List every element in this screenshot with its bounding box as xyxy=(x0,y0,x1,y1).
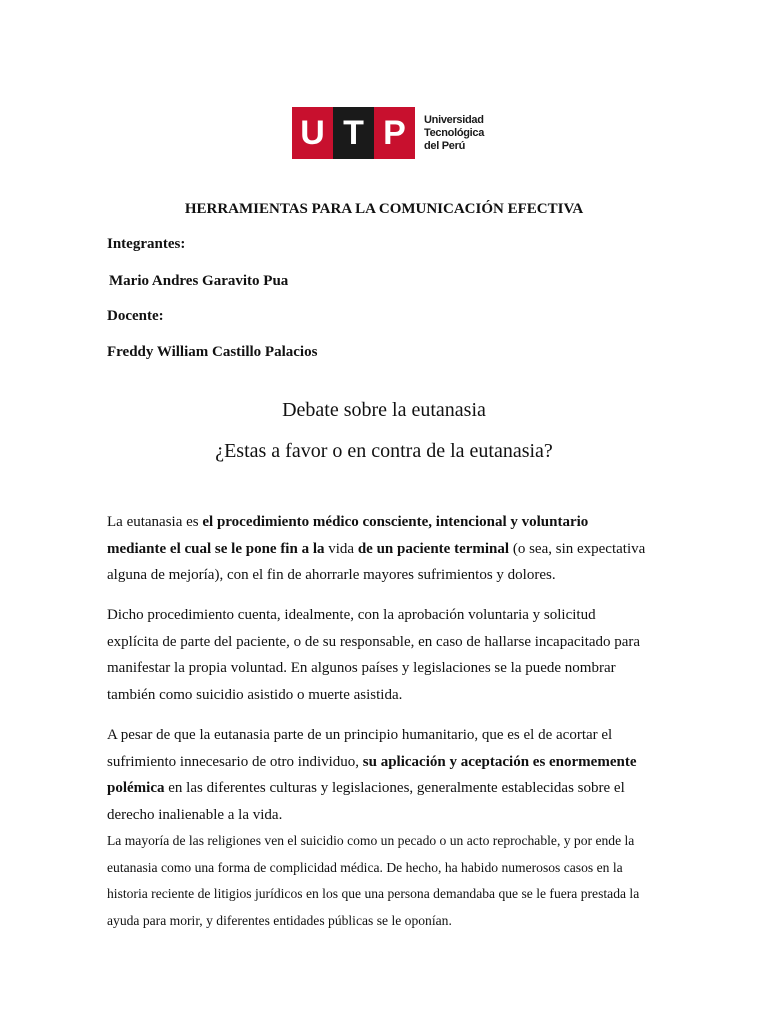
p3-bold-1: su aplicación y aceptación es enormemente polémica xyxy=(107,753,637,796)
teacher-name: Freddy William Castillo Palacios xyxy=(107,344,318,360)
logo-line-3: del Perú xyxy=(424,139,466,152)
p1-text-3: (o sea, sin expectativa alguna de mejoría), con el fin de ahorrarle mayores sufrimientos y dolores. xyxy=(107,540,646,583)
logo-line-2: Tecnológica xyxy=(424,126,485,139)
logo-wordmark xyxy=(424,107,484,159)
p3-text-2: en las diferentes culturas y legislaciones, generalmente establecidas sobre el derecho inalienable a la vida. xyxy=(107,780,625,823)
p1-text-1: La eutanasia es xyxy=(107,514,203,530)
debate-heading: Debate sobre la eutanasia xyxy=(282,399,486,421)
logo-letter-u: U xyxy=(292,107,333,159)
utp-logo xyxy=(292,107,484,159)
paragraph-religions xyxy=(107,828,657,934)
members-label: Integrantes: xyxy=(107,236,186,252)
logo-line-1: Universidad xyxy=(424,113,484,126)
paragraph-procedure xyxy=(107,602,647,708)
logo-letter-p: P xyxy=(374,107,415,159)
paragraph-controversy xyxy=(107,722,647,828)
p1-bold-2: de un paciente terminal xyxy=(357,540,510,557)
course-title: HERRAMIENTAS PARA LA COMUNICACIÓN EFECTIVA xyxy=(184,201,584,217)
p2-text: Dicho procedimiento cuenta, idealmente, con la aprobación voluntaria y solicitud explícita de parte del paciente, o de su responsable, en caso de hallarse incapacitado para manifestar la propia voluntad. En algunos países y legislaciones se la puede nombrar también como suicidio asistido o muerte asistida. xyxy=(107,607,641,703)
paragraph-definition xyxy=(107,509,647,589)
p1-bold-1: el procedimiento médico consciente, intencional y voluntario mediante el cual se le pone fin a la xyxy=(107,514,589,557)
member-name: Mario Andres Garavito Pua xyxy=(109,273,289,289)
debate-question: ¿Estas a favor o en contra de la eutanasia? xyxy=(215,440,553,462)
p4-text: La mayoría de las religiones ven el suicidio como un pecado o un acto reprochable, y por ende la eutanasia como una forma de complicidad médica. De hecho, ha habido numerosos casos en la historia reciente de litigios jurídicos en los que una persona demandaba que se le fuera prestada la ayuda para morir, y diferentes entidades públicas se le oponían. xyxy=(107,833,640,928)
p1-text-2: vida xyxy=(324,540,358,557)
logo-letter-t: T xyxy=(333,107,374,159)
p3-text-1: A pesar de que la eutanasia parte de un principio humanitario, que es el de acortar el sufrimiento innecesario de otro individuo, xyxy=(107,727,613,770)
teacher-label: Docente: xyxy=(107,308,164,324)
